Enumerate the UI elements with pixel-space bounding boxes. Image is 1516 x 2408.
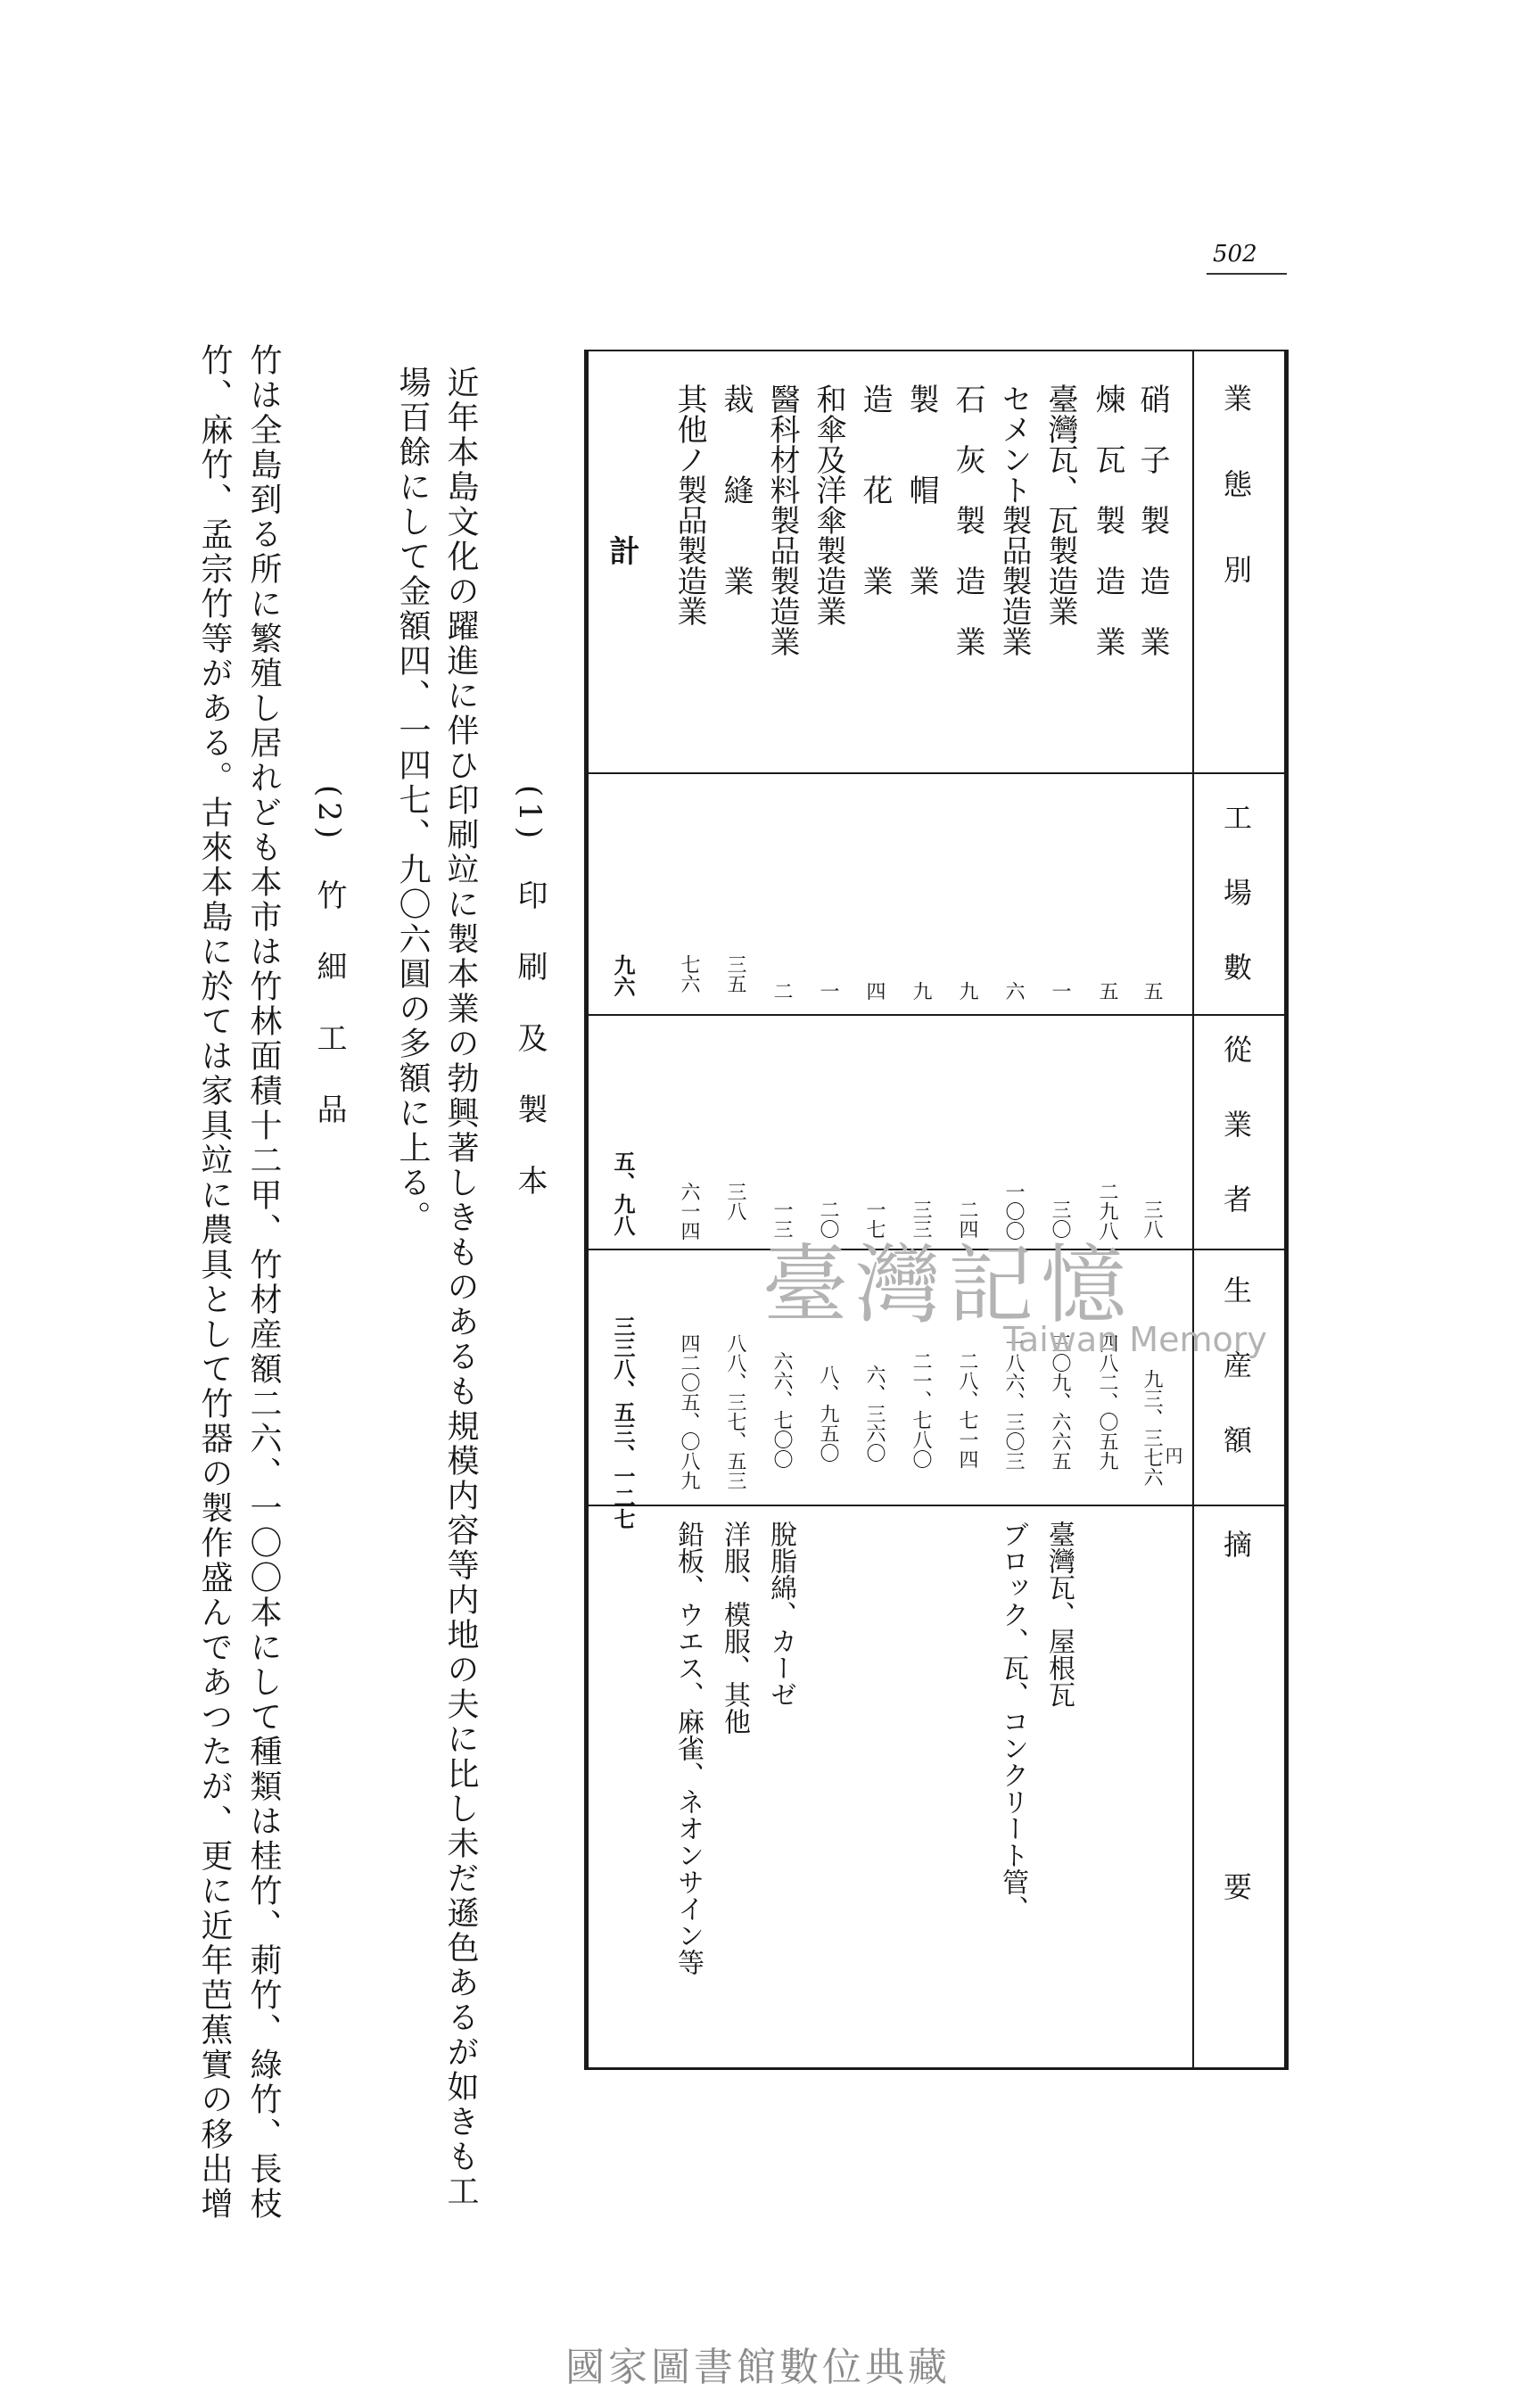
table-left-rule	[584, 350, 589, 2070]
bamboo-heading: (2) 竹 細 工 品	[311, 785, 347, 1130]
row-industry: セメント製品製造業	[996, 383, 1032, 656]
row-industry: 其他ノ製品製造業	[671, 383, 707, 626]
bamboo-body-line: 竹は全島到る所に繁殖し居れども本市は竹林面積十二甲、竹材産額二六、一〇〇本にして種類は桂竹、莿竹、綠竹、長枝	[245, 343, 282, 2222]
row-factories: 三五	[724, 954, 746, 994]
row-industry: 石 灰 製 造 業	[950, 383, 985, 656]
row-summary: 洋服、模服、其他	[719, 1521, 750, 1735]
total-production: 三三八、五三、一二七	[610, 1315, 636, 1530]
table-right-rule	[1284, 350, 1289, 2070]
row-employees: 一〇〇	[1002, 1182, 1025, 1241]
row-industry: 製 帽 業	[903, 383, 939, 596]
row-production: 一八六、三〇三	[1002, 1333, 1025, 1471]
row-factories: 九	[910, 981, 932, 1001]
row-production: 四二〇五、〇八九	[678, 1333, 700, 1490]
total-factories: 九六	[610, 954, 636, 997]
row-production: 三〇九、六六五	[1049, 1333, 1071, 1471]
row-employees: 三八	[1141, 1200, 1163, 1239]
printing-heading: (1) 印 刷 及 製 本	[512, 785, 548, 1201]
table-bottom-rule	[584, 2067, 1289, 2070]
row-employees: 二〇	[817, 1200, 839, 1239]
row-summary: ブロック、瓦、コンクリート管、	[997, 1521, 1028, 1922]
row-summary: 脫脂綿、カーゼ	[765, 1521, 796, 1708]
row-production: 九三、三七六	[1141, 1369, 1163, 1487]
divider-after-production	[584, 1505, 1289, 1506]
row-factories: 九	[956, 981, 978, 1001]
total-employees: 五、九八	[610, 1150, 636, 1236]
total-label: 計	[604, 535, 639, 565]
row-factories: 六	[1002, 981, 1025, 1001]
page-number-rule	[1207, 273, 1287, 275]
row-factories: 二	[770, 981, 793, 1001]
row-industry: 造 花 業	[857, 383, 893, 596]
row-factories: 一	[1049, 981, 1071, 1001]
printing-body-line: 場百餘にして金額四、一四七、九〇六圓の多額に上る。	[394, 366, 431, 1235]
row-summary: 臺灣瓦、屋根瓦	[1043, 1521, 1075, 1708]
row-industry: 裁 縫 業	[718, 383, 754, 596]
header-factories: 工 場 數	[1219, 803, 1253, 990]
row-employees: 二九八	[1096, 1182, 1118, 1241]
row-employees: 二四	[956, 1200, 978, 1239]
row-industry: 煉 瓦 製 造 業	[1090, 383, 1125, 656]
taiwan-memory-watermark-logo: 臺灣記憶	[762, 1235, 1133, 1335]
production-unit: 円	[1162, 1447, 1183, 1464]
row-factories: 一	[817, 981, 839, 1001]
table-top-rule	[584, 350, 1289, 351]
row-factories: 四	[863, 981, 886, 1001]
header-divider	[1192, 350, 1194, 2070]
row-production: 二一、七八〇	[910, 1351, 932, 1469]
row-employees: 一三	[770, 1200, 793, 1239]
row-factories: 五	[1141, 981, 1163, 1001]
row-production: 八八、三七、五三	[724, 1333, 746, 1490]
row-employees: 六一四	[678, 1182, 700, 1241]
divider-after-factories	[584, 1014, 1289, 1016]
row-production: 六六、七〇〇	[770, 1351, 793, 1469]
row-employees: 三〇	[1049, 1200, 1071, 1239]
header-production: 生 産 額	[1219, 1275, 1253, 1463]
bamboo-body-line: 竹、麻竹、孟宗竹等がある。古來本島に於ては家具竝に農具として竹器の製作盛んであつたが、更に近年芭蕉實の移出增	[196, 343, 233, 2222]
row-employees: 一七	[863, 1200, 886, 1239]
row-industry: 臺灣瓦、瓦製造業	[1042, 383, 1078, 626]
taiwan-memory-watermark-text: Taiwan Memory	[1003, 1320, 1267, 1359]
row-industry: 硝 子 製 造 業	[1134, 383, 1170, 656]
row-employees: 三三	[910, 1200, 932, 1239]
row-production: 四八二、〇五九	[1096, 1333, 1118, 1471]
row-production: 六、三六〇	[863, 1365, 886, 1463]
row-industry: 醫科材料製品製造業	[764, 383, 800, 656]
row-production: 二八、七一四	[956, 1351, 978, 1469]
row-factories: 七六	[678, 954, 700, 994]
row-factories: 五	[1096, 981, 1118, 1001]
header-industry: 業 態 別	[1219, 383, 1253, 583]
row-industry: 和傘及洋傘製造業	[811, 383, 846, 626]
divider-after-industry	[584, 772, 1289, 774]
header-summary: 摘 要	[1219, 1530, 1253, 1901]
footer-archive-credit: 國家圖書館數位典藏	[565, 2345, 951, 2390]
printing-body-line: 近年本島文化の躍進に伴ひ印刷竝に製本業の勃興著しきものあるも規模内容等内地の夫に比し未だ遜色あるが如きも工	[442, 366, 479, 2209]
header-employees: 從 業 者	[1219, 1035, 1253, 1222]
row-production: 八、九五〇	[817, 1365, 839, 1463]
row-summary: 鉛板、ウエス、麻雀、ネオンサイン等	[672, 1521, 704, 1975]
page-number: 502	[1213, 241, 1257, 268]
row-employees: 三八	[724, 1182, 746, 1221]
